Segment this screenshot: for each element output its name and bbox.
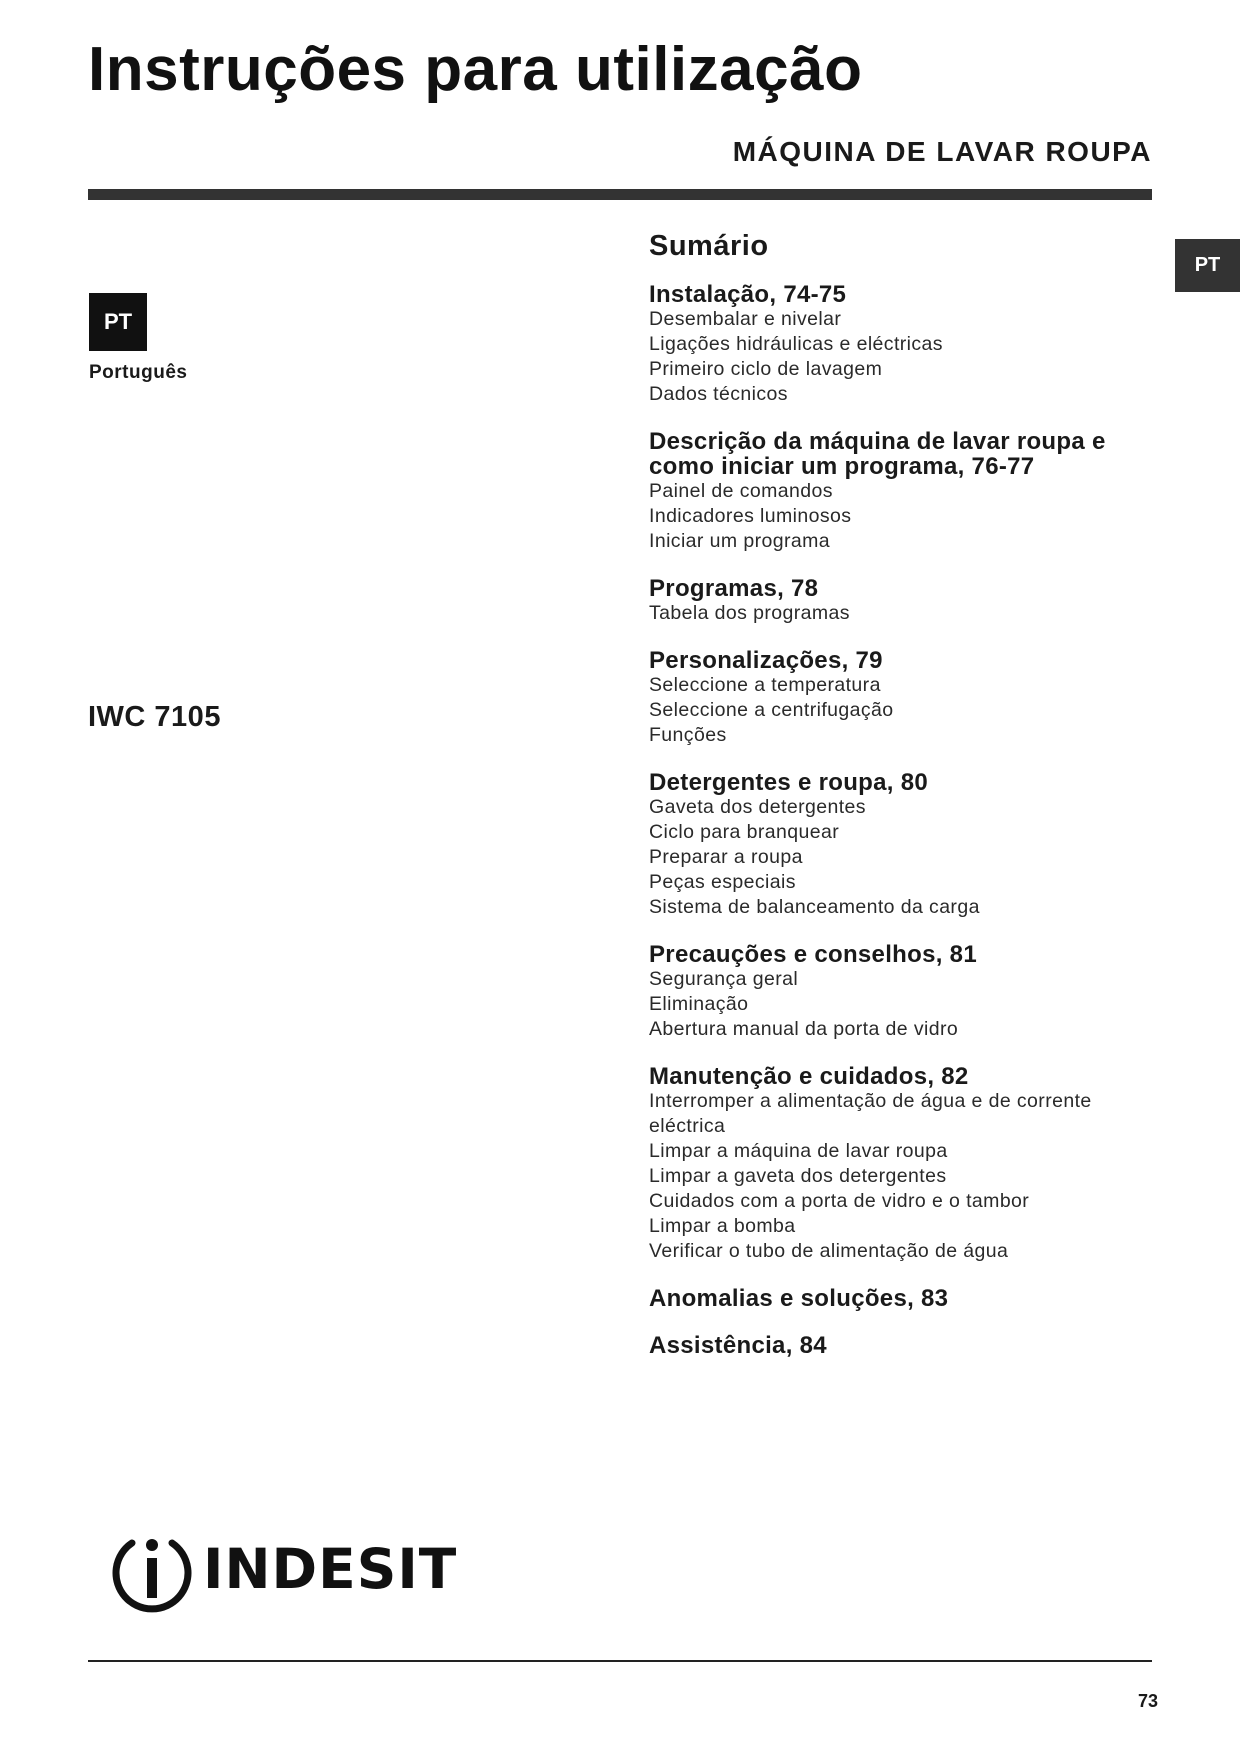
toc-section-heading[interactable]: Programas, 78 (649, 575, 819, 602)
toc-section-heading[interactable]: Instalação, 74-75 (649, 281, 847, 308)
toc-item-list (649, 673, 1149, 748)
page-title: Instruções para utilização (88, 35, 863, 104)
indesit-logo-icon (110, 1533, 194, 1613)
toc-section (649, 282, 1149, 407)
toc-section (649, 429, 1149, 554)
toc-item[interactable]: Painel de comandos (649, 480, 833, 502)
toc-item[interactable]: Seleccione a temperatura (649, 674, 881, 696)
toc-item[interactable]: Abertura manual da porta de vidro (649, 1018, 959, 1040)
toc-item[interactable]: Preparar a roupa (649, 846, 803, 868)
bottom-divider (88, 1660, 1152, 1662)
page-number: 73 (1137, 1691, 1158, 1711)
toc-item-list (649, 967, 1149, 1042)
toc-item[interactable]: Interromper a alimentação de água e de corrente eléctrica (649, 1090, 1092, 1137)
language-side-tab[interactable]: PT (1175, 239, 1240, 292)
toc-section-heading[interactable]: Detergentes e roupa, 80 (649, 769, 928, 796)
toc-item[interactable]: Cuidados com a porta de vidro e o tambor (649, 1190, 1030, 1212)
toc-section-heading[interactable]: Precauções e conselhos, 81 (649, 941, 977, 968)
toc-item[interactable]: Gaveta dos detergentes (649, 796, 866, 818)
toc-section (649, 1064, 1149, 1264)
toc-item[interactable]: Iniciar um programa (649, 530, 830, 552)
toc-item-list (649, 307, 1149, 407)
toc-section (649, 1333, 1149, 1358)
toc-item-list (649, 795, 1149, 920)
toc-item[interactable]: Ciclo para branquear (649, 821, 840, 843)
toc-section (649, 770, 1149, 920)
toc-item[interactable]: Primeiro ciclo de lavagem (649, 358, 883, 380)
toc-item[interactable]: Peças especiais (649, 871, 796, 893)
toc-section (649, 648, 1149, 748)
toc-section-heading[interactable]: Descrição da máquina de lavar roupa e como iniciar um programa, 76-77 (649, 428, 1106, 480)
toc-item[interactable]: Funções (649, 724, 727, 746)
toc-item[interactable]: Segurança geral (649, 968, 799, 990)
toc-item[interactable]: Dados técnicos (649, 383, 788, 405)
toc-section (649, 1286, 1149, 1311)
brand-logo (110, 1533, 458, 1613)
model-number: IWC 7105 (88, 701, 221, 733)
toc-section-heading[interactable]: Manutenção e cuidados, 82 (649, 1063, 969, 1090)
top-divider (88, 189, 1152, 200)
toc-item[interactable]: Limpar a bomba (649, 1215, 796, 1237)
toc-item[interactable]: Ligações hidráulicas e eléctricas (649, 333, 943, 355)
toc-item-list (649, 601, 1149, 626)
language-label: Português (89, 362, 188, 383)
toc-item-list (649, 1089, 1149, 1264)
toc-item[interactable]: Eliminação (649, 993, 749, 1015)
toc-section (649, 576, 1149, 626)
toc-item-list (649, 479, 1149, 554)
toc-item[interactable]: Tabela dos programas (649, 602, 850, 624)
brand-wordmark: INDESIT (203, 1537, 458, 1601)
toc-title: Sumário (649, 230, 769, 262)
language-code-badge: PT (89, 293, 147, 351)
toc-item[interactable]: Seleccione a centrifugação (649, 699, 894, 721)
table-of-contents (649, 226, 1149, 1380)
toc-item[interactable]: Limpar a máquina de lavar roupa (649, 1140, 948, 1162)
toc-section-heading[interactable]: Personalizações, 79 (649, 647, 883, 674)
toc-section (649, 942, 1149, 1042)
toc-item[interactable]: Desembalar e nivelar (649, 308, 842, 330)
toc-item[interactable]: Indicadores luminosos (649, 505, 852, 527)
toc-item[interactable]: Verificar o tubo de alimentação de água (649, 1240, 1009, 1262)
toc-section-heading[interactable]: Assistência, 84 (649, 1332, 827, 1359)
toc-sections (649, 282, 1149, 1358)
page-subtitle: MÁQUINA DE LAVAR ROUPA (732, 136, 1152, 167)
toc-section-heading[interactable]: Anomalias e soluções, 83 (649, 1285, 949, 1312)
toc-item[interactable]: Sistema de balanceamento da carga (649, 896, 980, 918)
toc-item[interactable]: Limpar a gaveta dos detergentes (649, 1165, 947, 1187)
